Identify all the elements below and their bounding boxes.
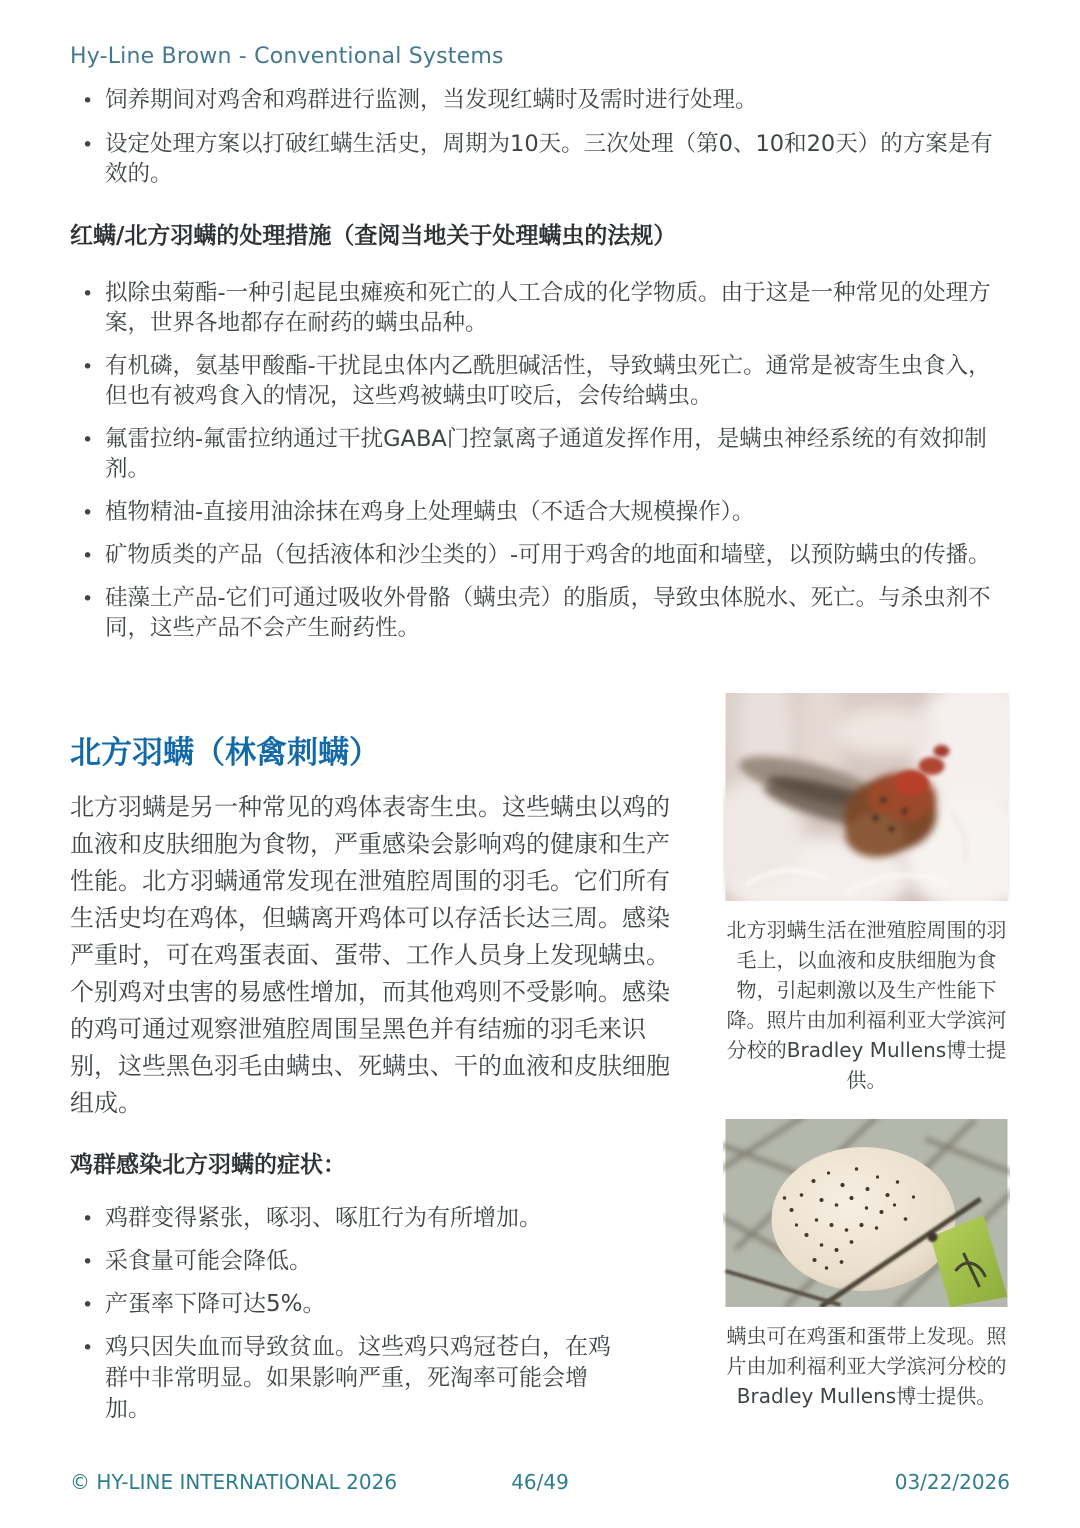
two-column-section (70, 693, 1010, 1425)
list-item (70, 1289, 675, 1320)
treatment-section-heading: 红螨/北方羽螨的处理措施（查阅当地关于处理螨虫的法规） (70, 223, 677, 249)
figure-vent-mites (723, 693, 1010, 1095)
bullet-marker: • (82, 356, 94, 378)
list-item (70, 1332, 675, 1425)
figure-caption: 北方羽螨生活在泄殖腔周围的羽毛上，以血液和皮肤细胞为食物，引起刺激以及生产性能下降。照片由加利福利亚大学滨河分校的Bradley Mullens博士提供。 (726, 918, 1007, 1092)
bullet-text: 拟除虫菊酯-一种引起昆虫瘫痪和死亡的人工合成的化学物质。由于这是一种常见的处理方案，世界各地都存在耐药的螨虫品种。 (105, 280, 991, 336)
list-item (70, 1203, 675, 1234)
bullet-text: 硅藻土产品-它们可通过吸收外骨骼（螨虫壳）的脂质，导致虫体脱水、死亡。与杀虫剂不同，这些产品不会产生耐药性。 (105, 585, 991, 641)
bullet-text: 植物精油-直接用油涂抹在鸡身上处理螨虫（不适合大规模操作）。 (105, 499, 755, 525)
bullet-marker: • (82, 588, 94, 610)
northern-fowl-mite-title: 北方羽螨（林禽刺螨） (70, 735, 380, 771)
list-item (70, 583, 1010, 643)
bullet-marker: • (82, 502, 94, 524)
bullet-marker: • (82, 1208, 94, 1230)
bullet-marker: • (82, 1337, 94, 1359)
footer-page-number: 46/49 (511, 1470, 569, 1494)
northern-fowl-mite-paragraph: 北方羽螨是另一种常见的鸡体表寄生虫。这些螨虫以鸡的血液和皮肤细胞为食物，严重感染会影响鸡的健康和生产性能。北方羽螨通常发现在泄殖腔周围的羽毛。它们所有生活史均在鸡体，但螨离开鸡体可以存活长达三周。感染严重时，可在鸡蛋表面、蛋带、工作人员身上发现螨虫。个别鸡对虫害的易感性增加，而其他鸡则不受影响。感染的鸡可通过观察泄殖腔周围呈黑色并有结痂的羽毛来识别，这些黑色羽毛由螨虫、死螨虫、干的血液和皮肤细胞组成。 (70, 793, 670, 1117)
bullet-marker: • (82, 1251, 94, 1273)
bullet-marker: • (82, 1294, 94, 1316)
list-item (70, 540, 1010, 570)
bullet-text: 矿物质类的产品（包括液体和沙尘类的）-可用于鸡舍的地面和墙壁，以预防螨虫的传播。 (105, 542, 991, 568)
symptoms-bullet-list (70, 1203, 675, 1425)
vent-mites-photo (723, 693, 1010, 901)
footer-date: 03/22/2026 (894, 1470, 1011, 1494)
list-item (70, 278, 1010, 338)
bullet-marker: • (82, 283, 94, 305)
treatment-bullet-list (70, 278, 1010, 643)
bullet-marker: • (82, 134, 94, 156)
bullet-text: 鸡群变得紧张，啄羽、啄肛行为有所增加。 (105, 1205, 542, 1231)
bullet-text: 设定处理方案以打破红螨生活史，周期为10天。三次处理（第0、10和20天）的方案是有效的。 (105, 131, 993, 187)
page-footer (70, 1470, 1010, 1494)
bullet-marker: • (82, 545, 94, 567)
list-item (70, 351, 1010, 411)
list-item (70, 1246, 675, 1277)
egg-mites-photo (723, 1119, 1010, 1307)
list-item (70, 497, 1010, 527)
bullet-text: 鸡只因失血而导致贫血。这些鸡只鸡冠苍白，在鸡群中非常明显。如果影响严重，死淘率可能会增加。 (105, 1334, 611, 1422)
bullet-text: 有机磷，氨基甲酸酯-干扰昆虫体内乙酰胆碱活性，导致螨虫死亡。通常是被寄生虫食入，但也有被鸡食入的情况，这些鸡被螨虫叮咬后，会传给螨虫。 (105, 353, 991, 409)
intro-bullet-list (70, 85, 1010, 189)
symptoms-heading: 鸡群感染北方羽螨的症状： (70, 1152, 346, 1178)
list-item (70, 424, 1010, 484)
bullet-text: 产蛋率下降可达5%。 (105, 1291, 326, 1317)
bullet-marker: • (82, 90, 94, 112)
figure-egg-mites (723, 1119, 1010, 1411)
list-item (70, 129, 1010, 189)
bullet-text: 饲养期间对鸡舍和鸡群进行监测，当发现红螨时及需时进行处理。 (105, 87, 758, 113)
left-text-column (70, 693, 675, 1425)
bullet-text: 氟雷拉纳-氟雷拉纳通过干扰GABA门控氯离子通道发挥作用，是螨虫神经系统的有效抑制剂。 (105, 426, 987, 482)
bullet-text: 采食量可能会降低。 (105, 1248, 312, 1274)
footer-copyright: © HY-LINE INTERNATIONAL 2026 (70, 1470, 398, 1494)
list-item (70, 85, 1010, 115)
bullet-marker: • (82, 429, 94, 451)
document-header-title: Hy-Line Brown - Conventional Systems (70, 44, 504, 69)
right-figure-column (723, 693, 1010, 1425)
figure-caption: 螨虫可在鸡蛋和蛋带上发现。照片由加利福利亚大学滨河分校的Bradley Mullens博士提供。 (726, 1324, 1007, 1408)
